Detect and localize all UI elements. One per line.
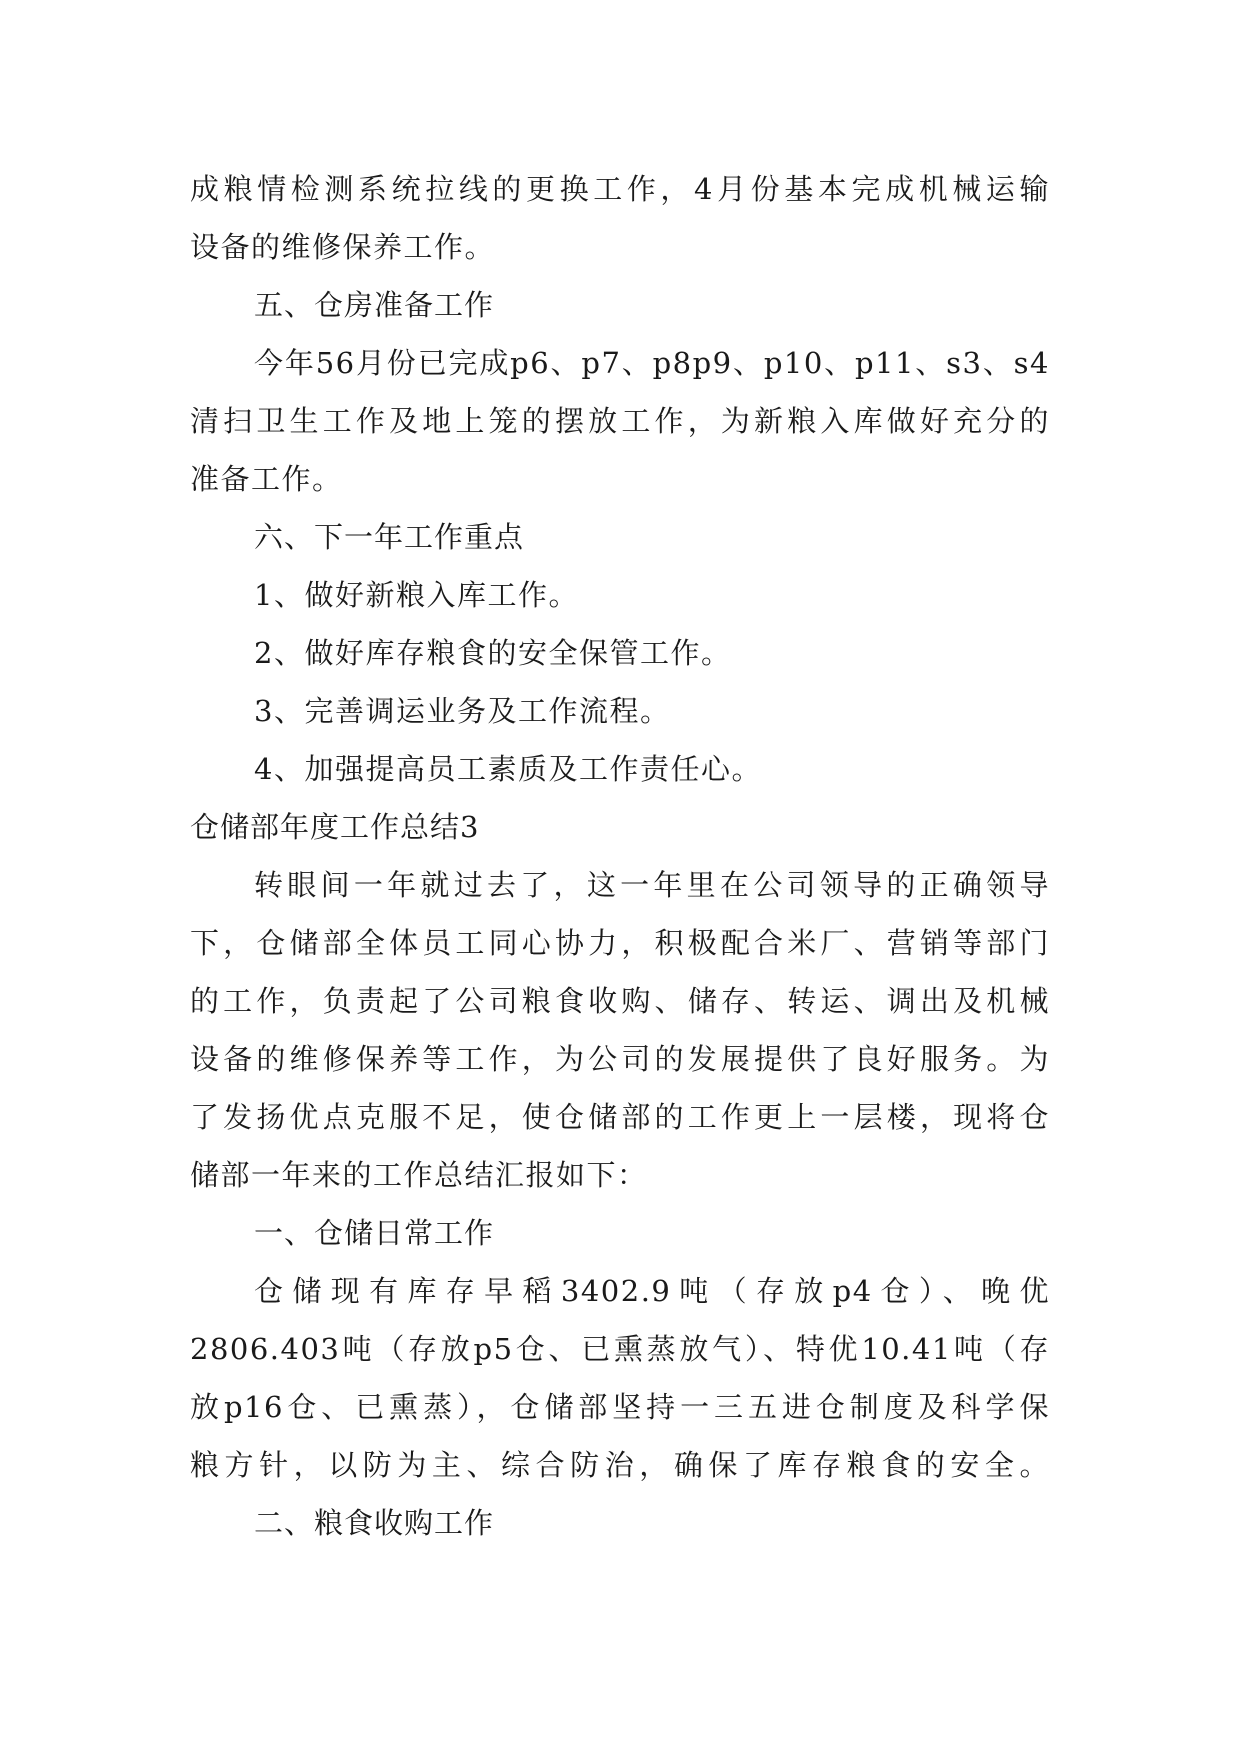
section-heading-one: 一、仓储日常工作 <box>254 1216 495 1250</box>
document-body <box>190 160 1050 1552</box>
text-line-6: 准备工作。 <box>190 462 343 496</box>
list-item-2: 2、做好库存粮食的安全保管工作。 <box>254 636 732 670</box>
text-line-16: 设备的维修保养等工作，为公司的发展提供了良好服务。为 <box>190 1042 1050 1076</box>
document-title-3: 仓储部年度工作总结3 <box>190 810 480 844</box>
text-line-1: 成粮情检测系统拉线的更换工作，4月份基本完成机械运输 <box>190 172 1050 206</box>
list-item-3: 3、完善调运业务及工作流程。 <box>254 694 671 728</box>
text-line-15: 的工作，负责起了公司粮食收购、储存、转运、调出及机械 <box>190 984 1050 1018</box>
text-line-18: 储部一年来的工作总结汇报如下： <box>190 1158 648 1192</box>
text-line-13: 转眼间一年就过去了，这一年里在公司领导的正确领导 <box>254 868 1050 902</box>
text-line-14: 下，仓储部全体员工同心协力，积极配合米厂、营销等部门 <box>190 926 1050 960</box>
list-item-1: 1、做好新粮入库工作。 <box>254 578 579 612</box>
section-heading-six: 六、下一年工作重点 <box>254 520 525 554</box>
list-item-4: 4、加强提高员工素质及工作责任心。 <box>254 752 762 786</box>
text-line-21: 2806.403吨（存放p5仓、已熏蒸放气）、特优10.41吨（存 <box>190 1332 1050 1366</box>
text-line-22: 放p16仓、已熏蒸），仓储部坚持一三五进仓制度及科学保 <box>190 1390 1050 1424</box>
section-heading-five: 五、仓房准备工作 <box>254 288 495 322</box>
section-heading-two: 二、粮食收购工作 <box>254 1506 495 1540</box>
text-line-20: 仓储现有库存早稻3402.9吨（存放p4仓）、晚优 <box>254 1274 1050 1308</box>
text-line-2: 设备的维修保养工作。 <box>190 230 496 264</box>
text-line-4: 今年56月份已完成p6、p7、p8p9、p10、p11、s3、s4 <box>254 346 1050 380</box>
text-line-17: 了发扬优点克服不足，使仓储部的工作更上一层楼，现将仓 <box>190 1100 1050 1134</box>
text-line-23: 粮方针，以防为主、综合防治，确保了库存粮食的安全。 <box>190 1448 1050 1482</box>
text-line-5: 清扫卫生工作及地上笼的摆放工作，为新粮入库做好充分的 <box>190 404 1050 438</box>
